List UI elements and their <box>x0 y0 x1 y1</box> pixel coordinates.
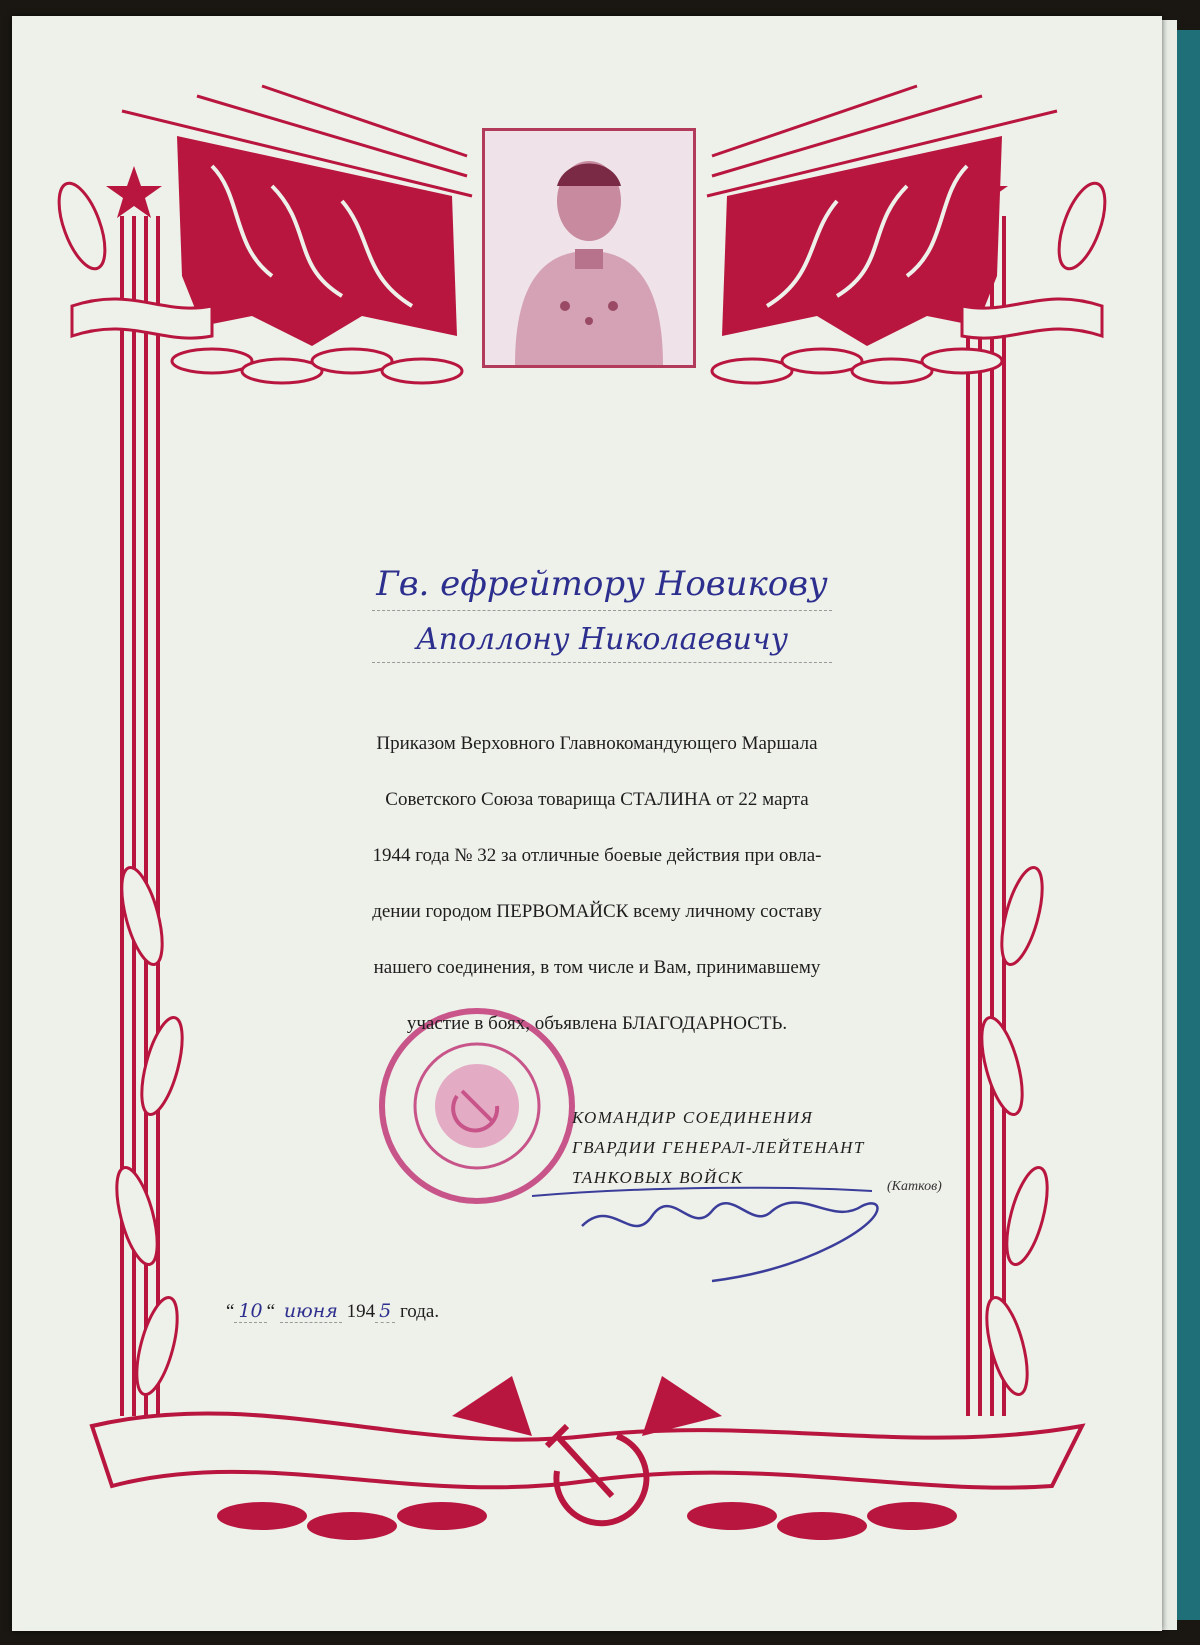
body-line: дении городом ПЕРВОМАЙСК всему личному составу <box>372 901 822 922</box>
recipient-rank-surname: Гв. ефрейтору Новикову <box>372 564 832 611</box>
signature-title-line: ТАНКОВЫХ ВОЙСК <box>572 1168 744 1187</box>
date-day: 10 <box>234 1300 266 1323</box>
body-line: 1944 года № 32 за отличные боевые действия при овла- <box>372 845 822 866</box>
portrait-frame <box>482 128 696 368</box>
body-line: участие в боях, объявлена БЛАГОДАРНОСТЬ. <box>406 1013 788 1034</box>
body-line: нашего соединения, в том числе и Вам, принимавшему <box>373 957 821 978</box>
date-suffix: года. <box>399 1301 440 1322</box>
body-line: Приказом Верховного Главнокомандующего Маршала <box>376 733 818 754</box>
issue-date: “ 10 “ июня 194 5 года. <box>226 1300 440 1322</box>
left-star-icon <box>106 166 162 218</box>
right-flag <box>722 136 1002 346</box>
certificate-body <box>302 716 892 1052</box>
date-month: июня <box>280 1300 342 1323</box>
left-flag <box>177 136 457 346</box>
left-top-ribbon <box>72 299 212 338</box>
certificate-sheet <box>12 16 1162 1631</box>
portrait-image <box>485 131 693 365</box>
bottom-ribbon <box>92 1413 1082 1487</box>
date-year-hand: 5 <box>375 1300 395 1323</box>
date-year-printed: 194 <box>346 1301 376 1322</box>
right-column <box>968 216 1004 1416</box>
signature-title-line: КОМАНДИР СОЕДИНЕНИЯ <box>572 1108 814 1127</box>
body-line: Советского Союза товарища СТАЛИНА от 22 марта <box>385 789 809 810</box>
recipient-given-name: Аполлону Николаевичу <box>372 622 832 663</box>
signer-name: (Катков) <box>887 1179 942 1194</box>
handwritten-signature <box>582 1202 877 1281</box>
signature-title-line: ГВАРДИИ ГЕНЕРАЛ-ЛЕЙТЕНАНТ <box>572 1138 865 1157</box>
